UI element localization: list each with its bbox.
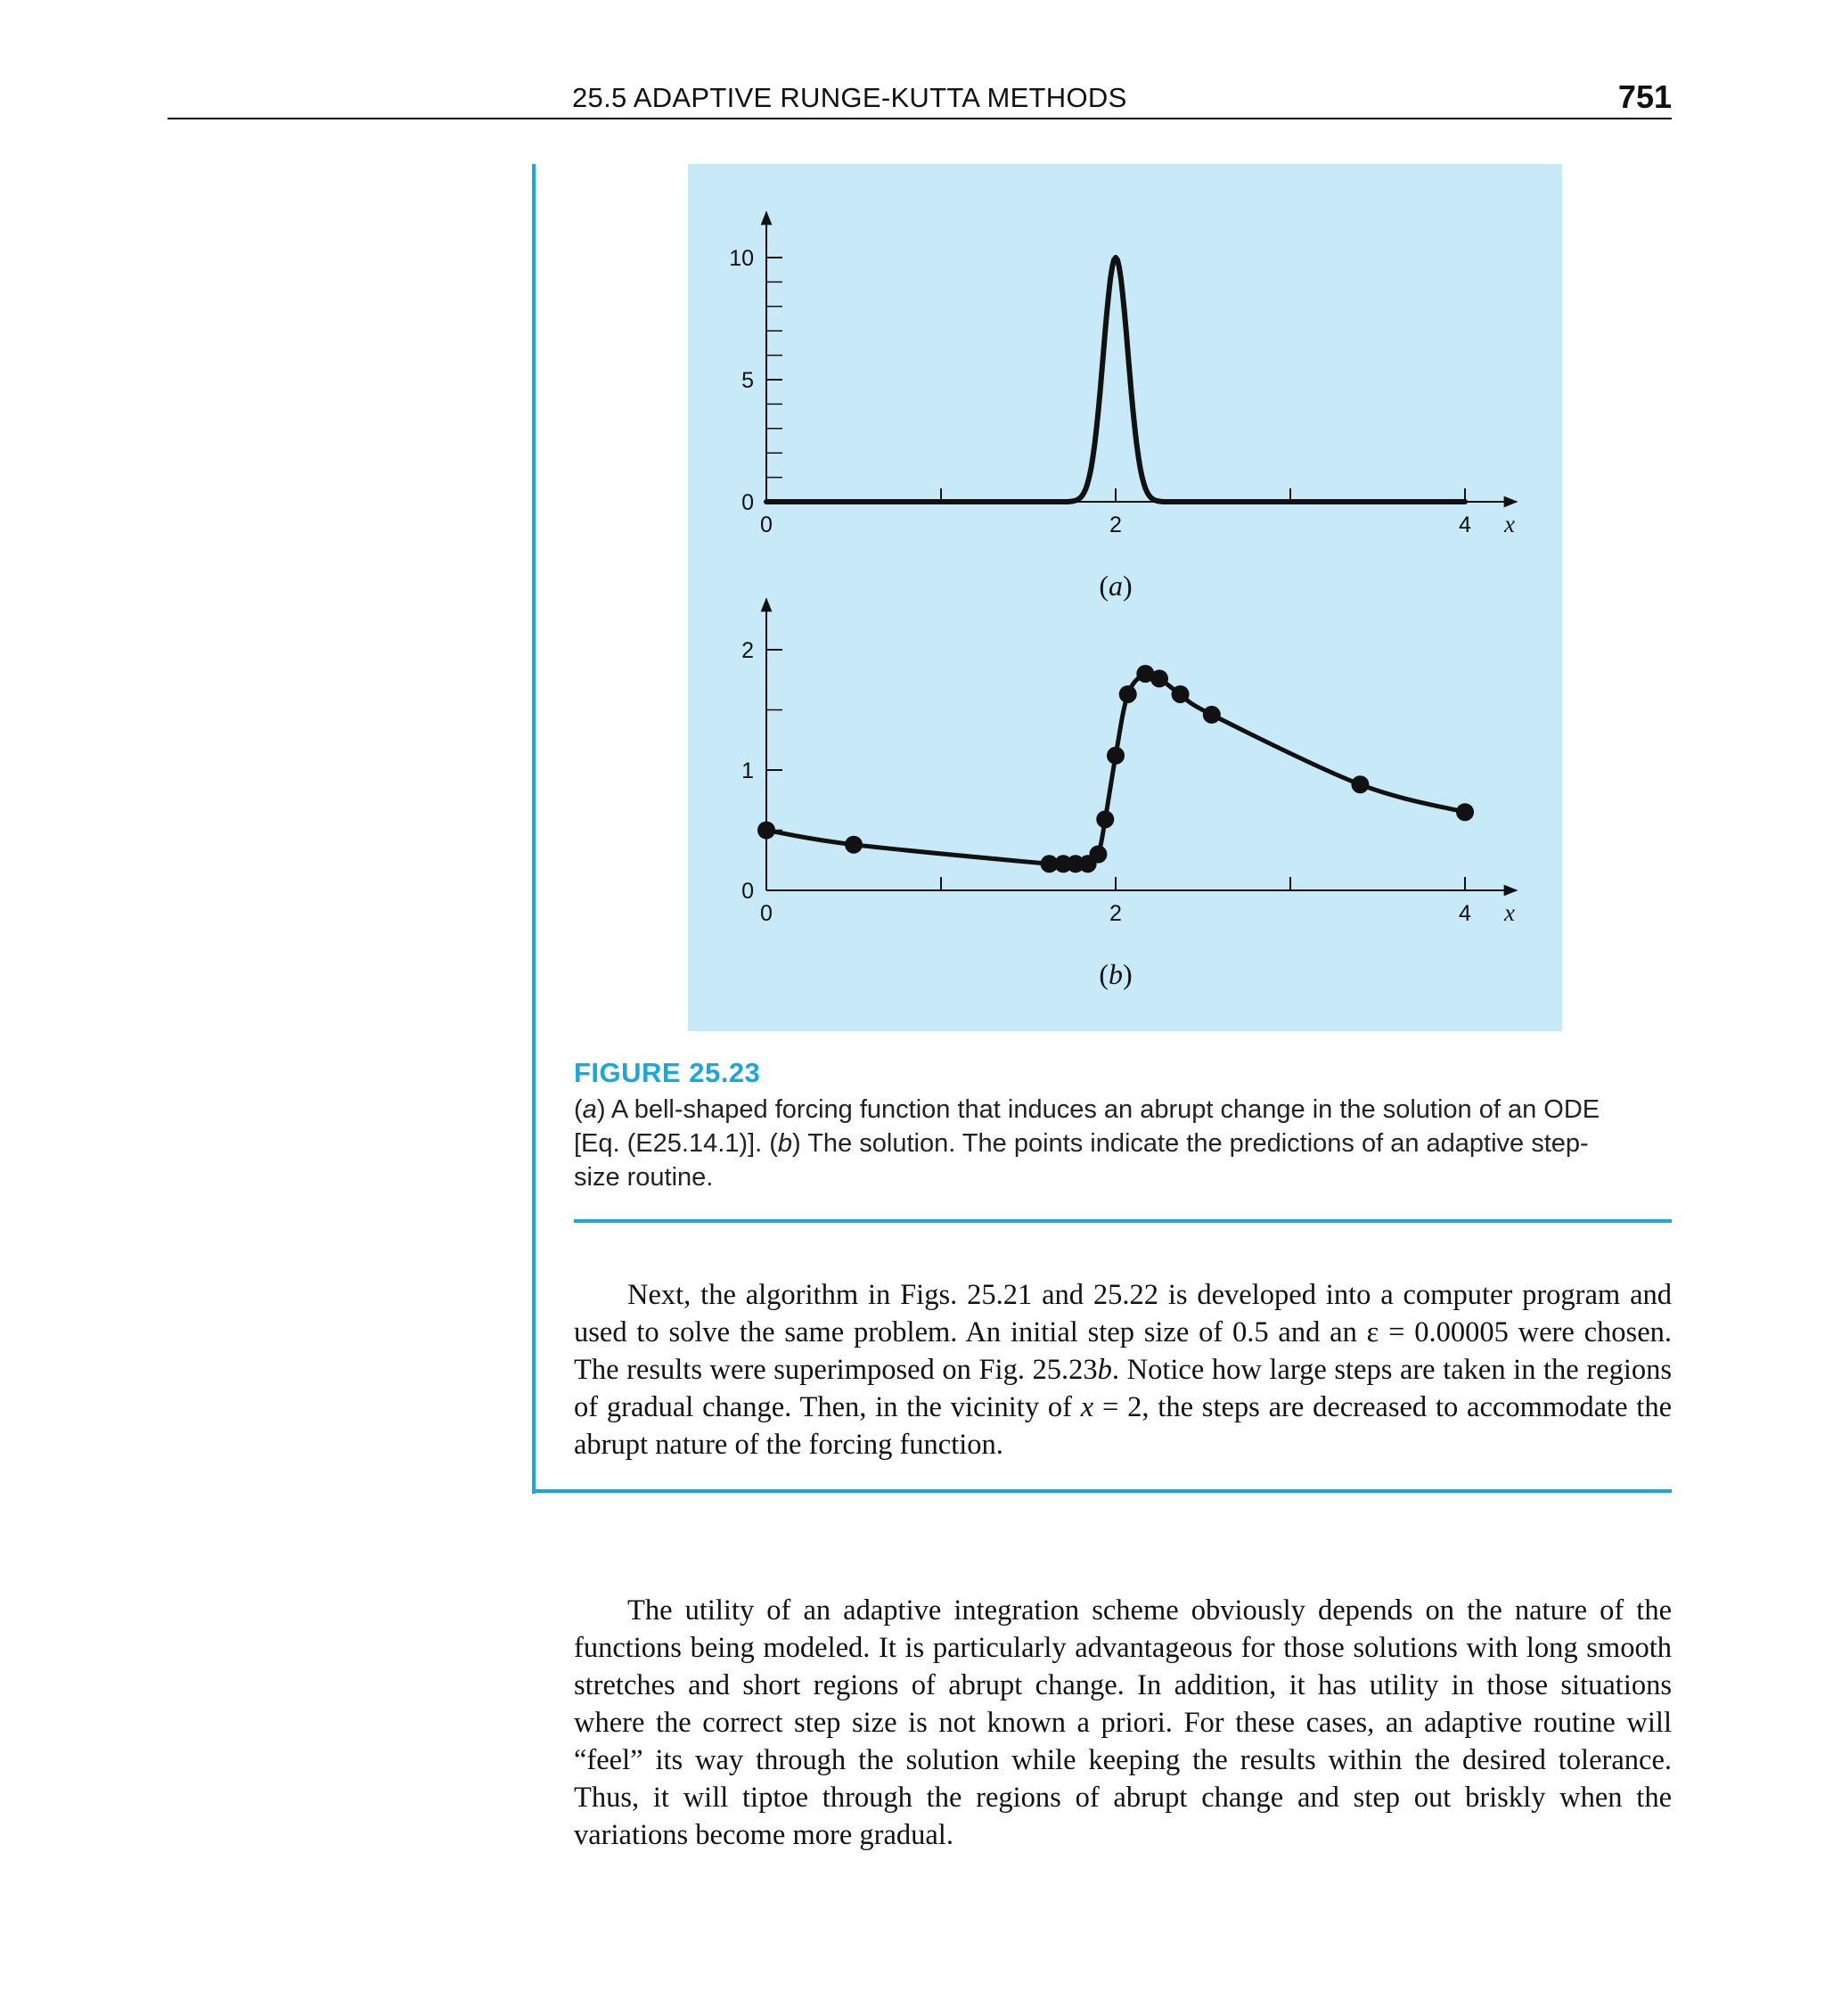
running-head [168, 77, 1672, 119]
y-tick-label: 5 [741, 368, 754, 393]
paragraph-part: = 2, the steps are decreased to accommodate the abrupt nature of the forcing function. [574, 1391, 1673, 1461]
y-tick-label: 2 [741, 638, 754, 663]
body-paragraph-1 [574, 1276, 1672, 1463]
x-tick-label: 0 [760, 901, 773, 926]
x-axis-variable-label: x [1504, 899, 1515, 926]
caption-part-italic: a [582, 1095, 597, 1124]
chart-a [729, 212, 1517, 602]
data-point [1456, 803, 1474, 821]
caption-part: ) A bell-shaped forcing function that induces an abrupt change in the solution of an ODE [Eq. (E25.14.1)]. ( [574, 1095, 1600, 1158]
series-line [766, 258, 1465, 502]
y-tick-label: 0 [741, 879, 754, 904]
x-axis-variable-label: x [1504, 511, 1515, 537]
panel-label: (b) [1099, 958, 1133, 990]
paragraph-part-italic: b [1097, 1354, 1112, 1386]
paragraph-part: . Notice how large steps are taken in the regions of gradual change. Then, in the vicinity of [574, 1354, 1672, 1423]
y-tick-label: 0 [741, 490, 754, 515]
data-point [1107, 747, 1125, 765]
figure-caption-title: FIGURE 25.23 [574, 1057, 761, 1088]
data-point [757, 822, 775, 840]
paragraph-part-italic: x [1080, 1391, 1094, 1423]
chart-b [741, 599, 1517, 990]
panel-label: (a) [1099, 570, 1133, 602]
body-paragraph-2: The utility of an adaptive integration scheme obviously depends on the nature of the functions being modeled. It is particularly advantageous for those solutions with long smooth stretches and short regions of abrupt change. In addition, it has utility in those situations where the correct step size is not known a priori. For these cases, an adaptive routine will “feel” its way through the solution while keeping the results within the desired tolerance. Thus, it will tiptoe through the regions of abrupt change and step out briskly when the variations become more gradual. [574, 1594, 1672, 1851]
caption-part-italic: b [777, 1129, 793, 1158]
data-point [1119, 685, 1137, 703]
data-point [845, 836, 863, 854]
data-point [1203, 706, 1221, 724]
page-number: 751 [1617, 78, 1672, 115]
data-point [1096, 810, 1114, 828]
y-tick-label: 1 [741, 758, 754, 783]
box-rule-bottom [532, 1489, 1672, 1493]
data-point [1150, 669, 1168, 687]
x-tick-label: 2 [1109, 901, 1122, 926]
data-point [1089, 846, 1107, 864]
figure-svg [688, 164, 1562, 1031]
figure-panel [688, 164, 1562, 1031]
data-point [1351, 775, 1369, 793]
x-tick-label: 2 [1109, 512, 1122, 537]
x-tick-label: 4 [1459, 512, 1471, 537]
caption-rule [574, 1219, 1672, 1223]
caption-part: ( [574, 1095, 583, 1124]
caption-part: ) The solution. The points indicate the predictions of an adaptive step-size routine. [574, 1129, 1589, 1192]
figure-caption [574, 1057, 1672, 1194]
box-rule-left [532, 164, 536, 1494]
running-head-title: 25.5 ADAPTIVE RUNGE-KUTTA METHODS [572, 82, 1127, 113]
y-tick-label: 10 [729, 246, 754, 271]
x-tick-label: 0 [760, 512, 773, 537]
figure-caption-body [574, 1093, 1616, 1194]
data-point [1172, 685, 1190, 703]
series-line [766, 673, 1465, 865]
x-tick-label: 4 [1459, 901, 1471, 926]
paragraph-part: Next, the algorithm in Figs. 25.21 and 25.22 is developed into a computer program and used to solve the same problem. An initial step size of 0.5 and an ε = 0.00005 were chosen. The results were superimposed on Fig. 25.23 [574, 1279, 1672, 1386]
